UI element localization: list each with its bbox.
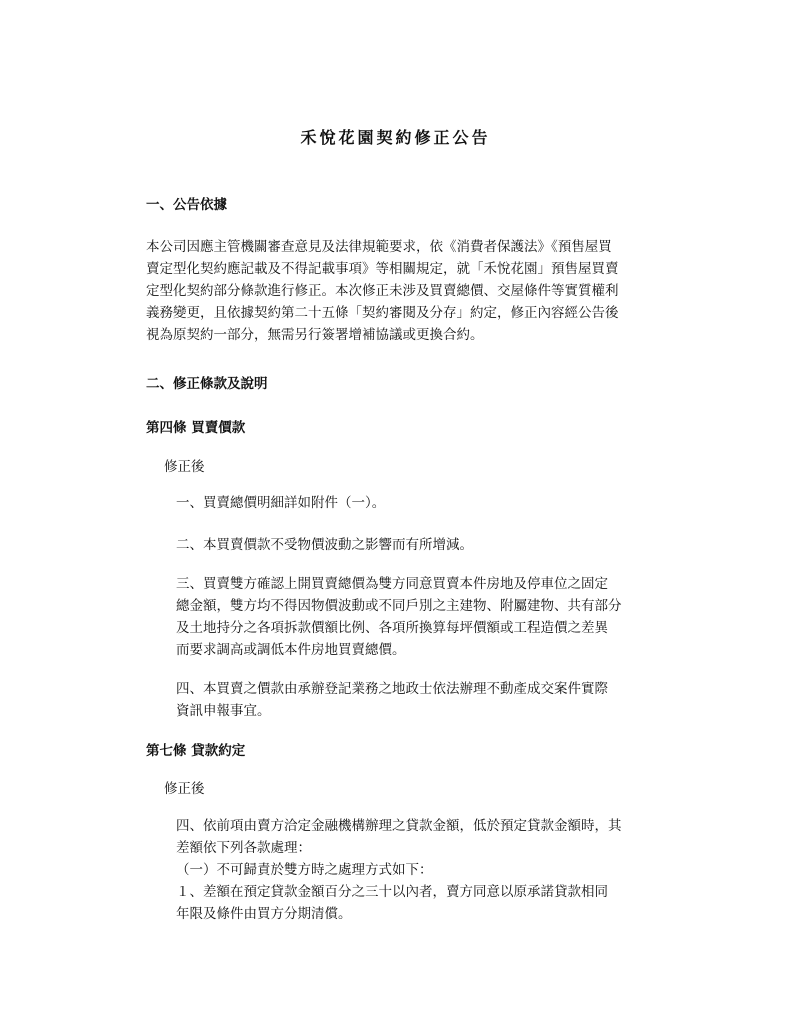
article-4-item-4 [176,678,608,722]
article-4-subheading [164,456,205,478]
paragraph-line: 定型化契約部分條款進行修正。本次修正未涉及買賣總價、交屋條件等實質權利 [146,283,619,299]
item-text: 二、本買賣價款不受物價波動之影響而有所增減。 [176,537,473,553]
item-line: 四、本買賣之價款由承辦登記業務之地政士依法辦理不動產成交案件實際 [176,681,608,697]
section-heading-amendments: 二、修正條款及說明 [146,376,268,392]
item-line: 三、買賣雙方確認上開買賣總價為雙方同意買賣本件房地及停車位之固定 [176,576,608,592]
item-text: 一、買賣總價明細詳如附件（一）。 [176,495,386,511]
item-line: 差額依下列各款處理： [176,840,311,856]
article-4-item-1 [176,492,385,514]
item-line: 四、依前項由賣方洽定金融機構辦理之貸款金額，低於預定貸款金額時，其 [176,818,622,834]
item-line: 而要求調高或調低本件房地買賣總價。 [176,642,406,658]
article-7-item-4 [176,815,622,925]
article-4-item-2 [176,534,473,556]
basis-paragraph [146,236,646,346]
paragraph-line: 義務變更，且依據契約第二十五條「契約審閱及分存」約定，修正內容經公告後 [146,305,619,321]
paragraph-line: 本公司因應主管機關審查意見及法律規範要求，依《消費者保護法》《預售屋買 [146,239,612,255]
point-line: １、差額在預定貸款金額百分之三十以內者，賣方同意以原承諾貸款相同 [176,884,608,900]
item-line: 資訊申報事宜。 [176,703,271,719]
paragraph-line: 視為原契約一部分，無需另行簽署增補協議或更換合約。 [146,327,484,343]
article-4-heading: 第四條 買賣價款 [146,420,246,436]
paragraph-line: 賣定型化契約應記載及不得記載事項》等相關規定，就「禾悅花園」預售屋買賣 [146,261,619,277]
page-title: 禾悅花園契約修正公告 [300,128,491,147]
article-7-subheading [164,778,205,800]
subclause-line: （一）不可歸責於雙方時之處理方式如下： [176,862,433,878]
section-heading-basis: 一、公告依據 [146,197,227,213]
item-line: 總金額，雙方均不得因物價波動或不同戶別之主建物、附屬建物、共有部分 [176,598,622,614]
article-4-item-3 [176,573,622,661]
article-7-heading: 第七條 貸款約定 [146,743,246,759]
point-line: 年限及條件由買方分期清償。 [176,906,352,922]
subheading-text: 修正後 [164,459,205,475]
item-line: 及土地持分之各項拆款價額比例、各項所換算每坪價額或工程造價之差異 [176,620,608,636]
subheading-text: 修正後 [164,781,205,797]
